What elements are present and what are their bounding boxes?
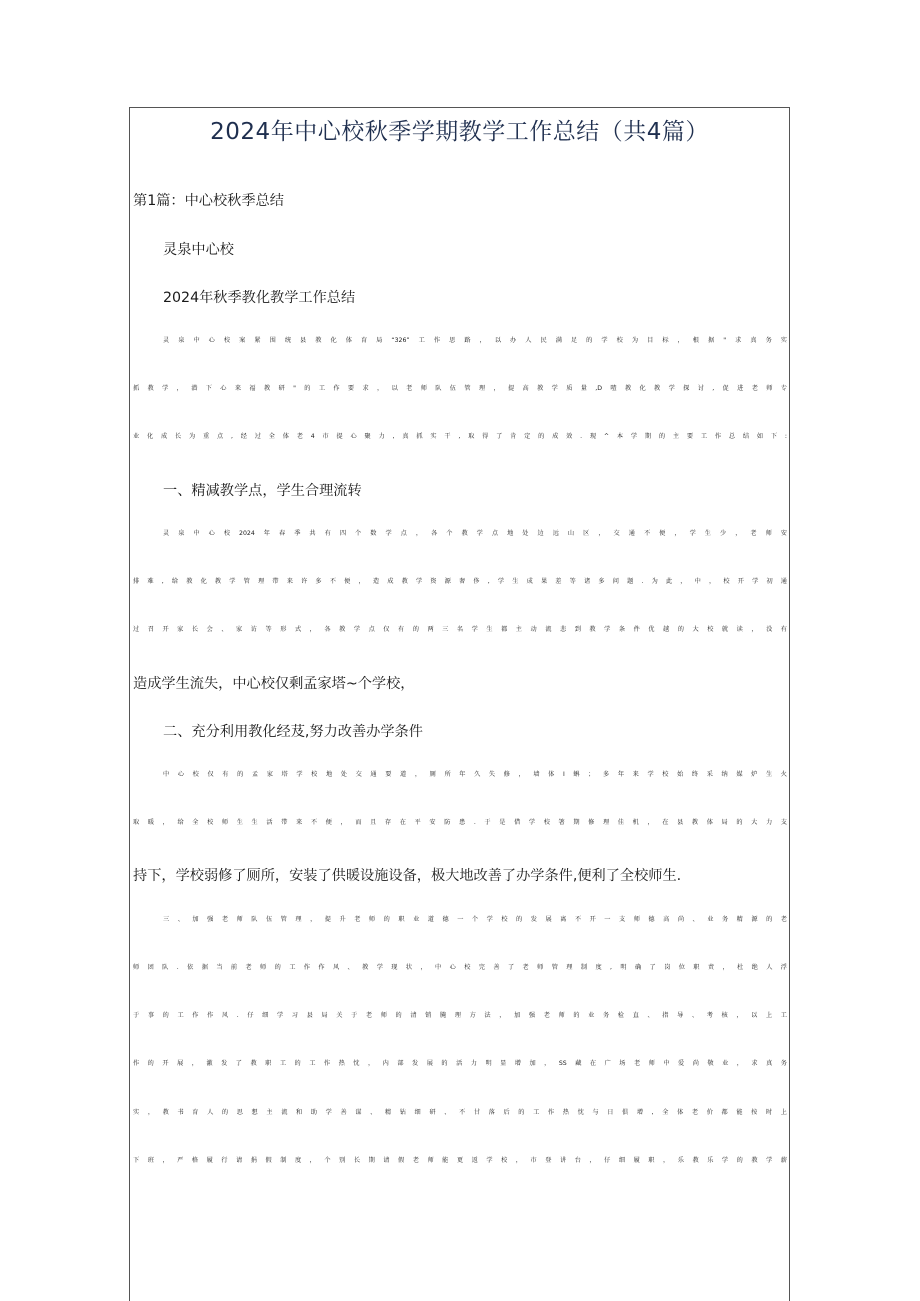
paragraph-line: 实，教书育人的思想主流和助学善谋、精钻细研、不甘落后的工作热忱与日俱增,全体老价都能按时上 (133, 1109, 787, 1116)
report-title: 2024年秋季教化教学工作总结 (163, 290, 356, 306)
paragraph-line: 下班，严格履行请捐假制度，个别长期请假老师能更返学校，市登讲台，仔细履职，乐教乐学的教学薪 (133, 1157, 787, 1164)
paragraph-line: 中心校仅有的孟家塔学校地处交通要道，厕所年久失修，墙体I蝌；多年来学校始终采纳媒炉生火 (163, 771, 787, 778)
paragraph-line: 于事的工作作风.仔细学习县局关于老师的清销腌理方法，加强老师的业务检直、指导、考核，以上工 (133, 1012, 787, 1019)
heading-2: 二、充分利用教化经芨,努力改善办学条件 (163, 724, 423, 740)
paragraph-line: 三、加强老师队伍管理，提升老师的职业道德一个学校的发展离不开一支师德高尚、业务精源的老 (163, 916, 787, 923)
paragraph-line: 作的开展，激发了教职工的工作热忱，内部发展的活力明显增加，SS藏在广场老师中爱尚敬业，求真务 (133, 1060, 787, 1067)
paragraph-line: 造成学生流失，中心校仅剩孟家塔~个学校， (133, 676, 415, 692)
paragraph-line: 排难,给教化教学管理带来许多不便，造成教学资源奢侈,学生成果差等诸多问题.为此，中，校开学初通 (133, 578, 787, 585)
paragraph-line: 抓教学，潜下心来福教研"的工作要求，以老师队伍管理，提高教学质量,D喳教化教学探讨,促进老师专 (133, 385, 787, 392)
paragraph-line: 持下，学校弱修了厕所，安装了供暖设施设备，极大地改善了办学条件,便利了全校师生. (133, 868, 682, 884)
paragraph-line: 业化成长为重点,经过全体老4市提心聚力,真抓实干,取得了肯定的成效.现^本学期的主要工作总结如下: (133, 433, 787, 440)
paragraph-line: 灵泉中心校案紧围统县教化体育局“326”工作思路，以办人民满足的学校为目标，根据"求真务实 (163, 337, 787, 344)
section-heading: 第1篇：中心校秋季总结 (133, 193, 284, 209)
paragraph-line: 师团队.依据当前老师的工作作风、教学现状，中心校完善了老师管理制度,明确了岗位职责，杜绝人浮 (133, 964, 787, 971)
paragraph-line: 灵泉中心校2024年春季共有四个数学点，各个教学点地处边远山区，交通不便，学生少，老师安 (163, 530, 787, 537)
paragraph-line: 取暖，给全校师生生活带来不便，而且存在平安防患.于是借学校箸期修理佳机，在县教体局的大力支 (133, 819, 787, 826)
school-name: 灵泉中心校 (163, 242, 234, 258)
heading-1: 一、精减教学点，学生合理流转 (163, 483, 362, 499)
document-title: 2024年中心校秋季学期教学工作总结（共4篇） (210, 119, 709, 145)
paragraph-line: 过召开家长会、家访等形式，各教学点仅有的两三名学生都主动流悲到教学条件优越的大校就读，没有 (133, 626, 787, 633)
